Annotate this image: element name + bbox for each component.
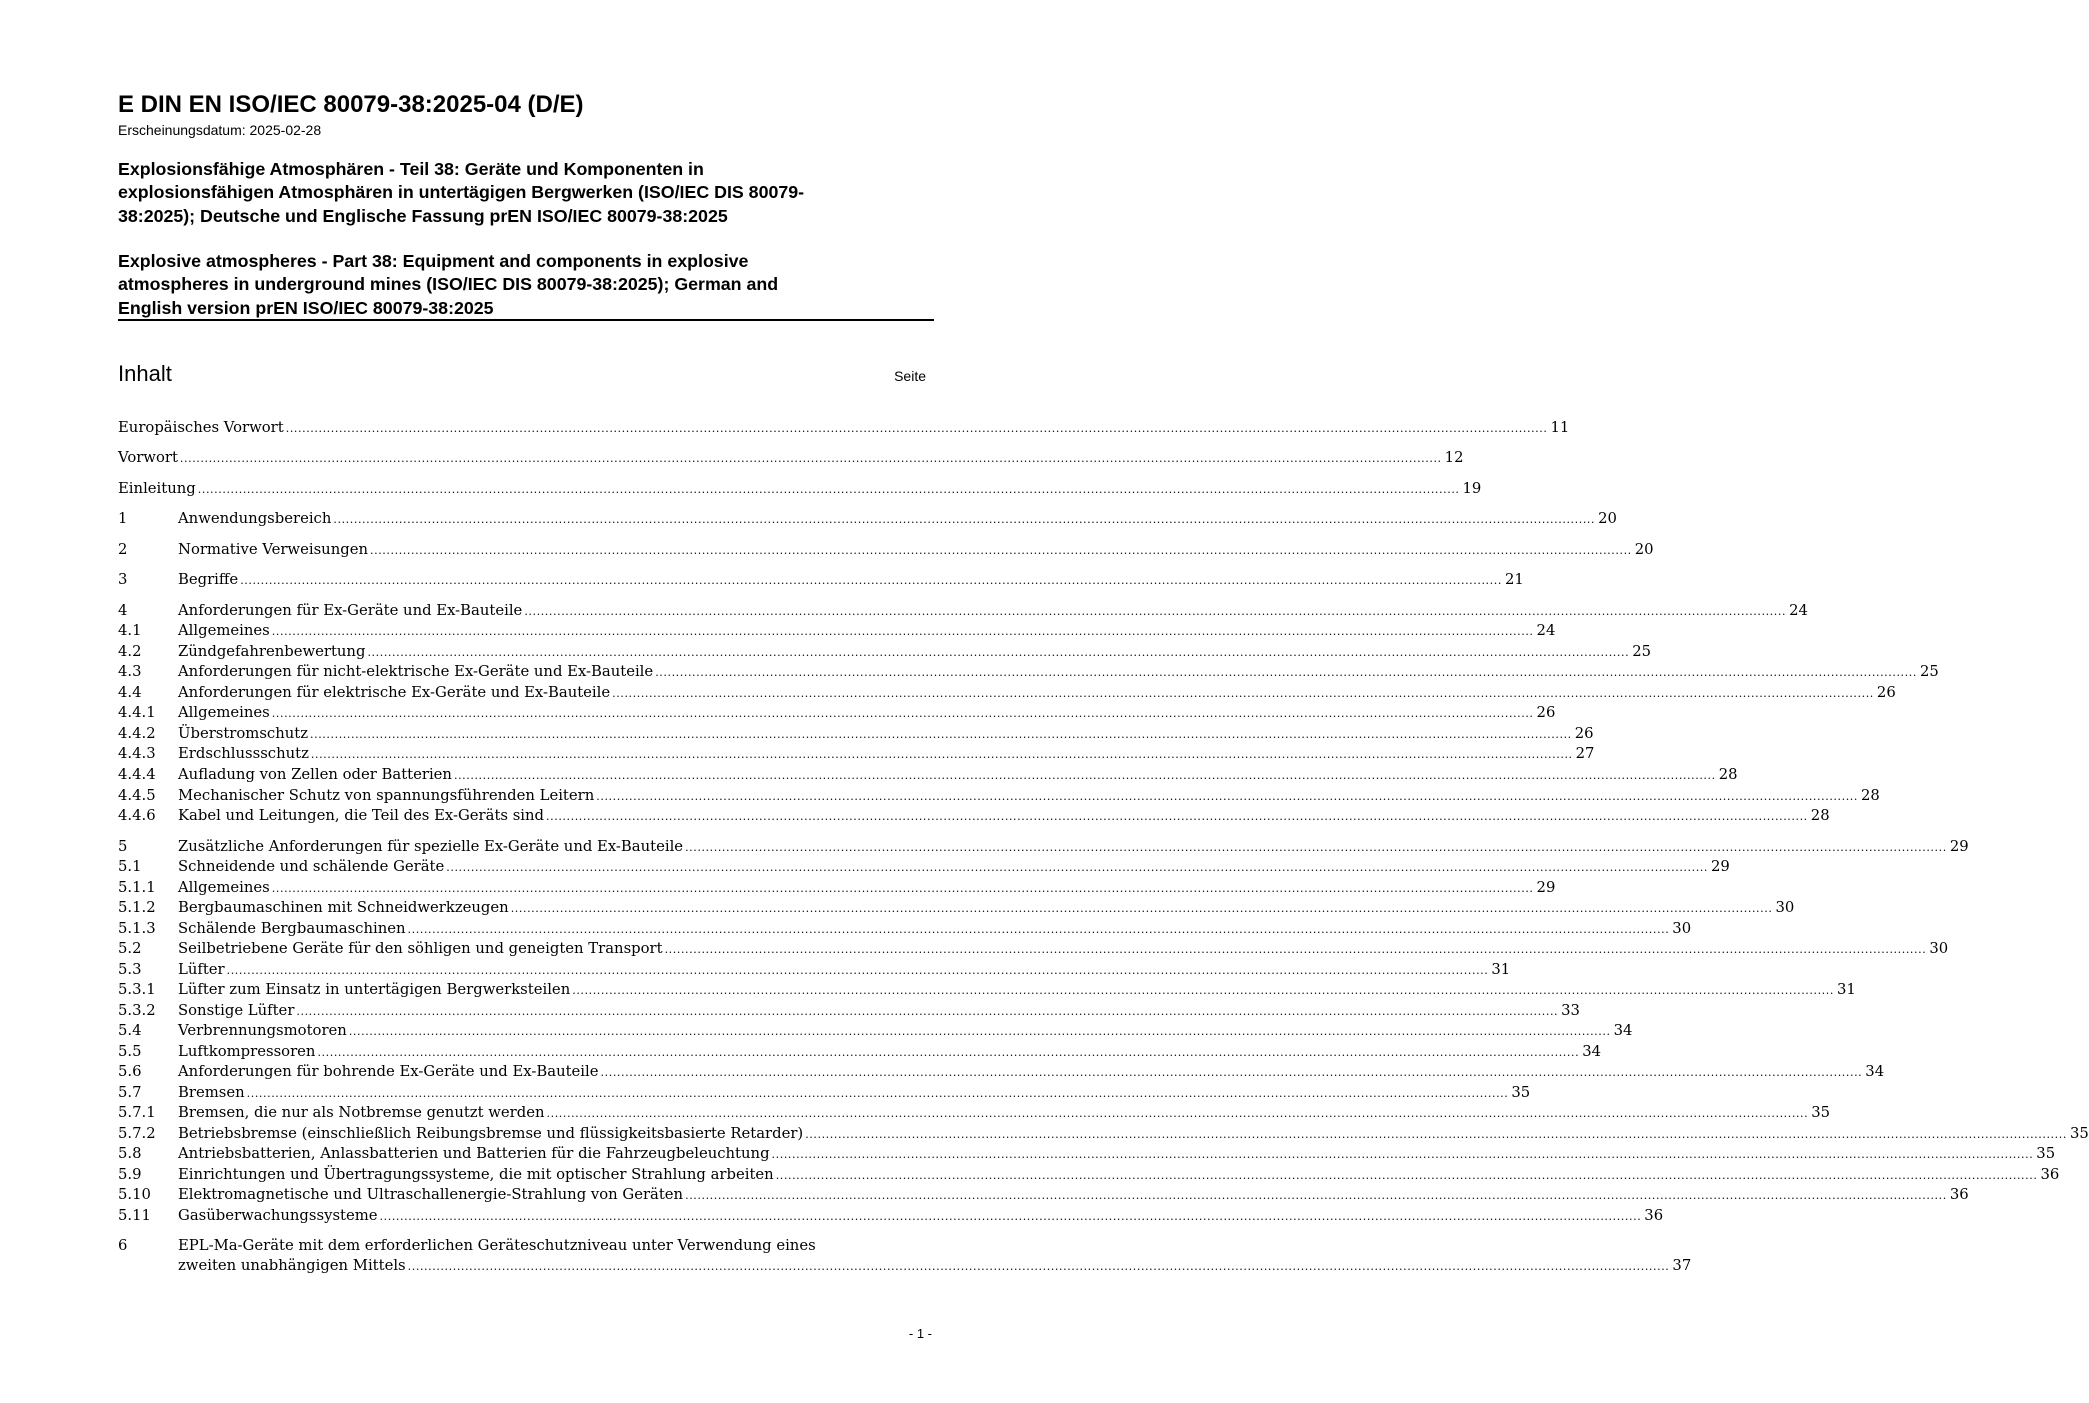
toc-entry-page: 34 <box>1582 1043 1602 1060</box>
toc-entry-number: 4.4.4 <box>118 766 156 783</box>
toc-entry-page: 29 <box>1949 838 1969 855</box>
toc-entry-page: 29 <box>1711 858 1730 875</box>
toc-entry-page: 35 <box>2069 1125 2089 1142</box>
toc-dot-leader <box>247 1083 1509 1104</box>
toc-entry[interactable] <box>118 919 1692 940</box>
toc-entry-number: 6 <box>118 1237 128 1254</box>
toc-entry-title: Schälende Bergbaumaschinen <box>178 920 406 937</box>
toc-entry[interactable] <box>118 878 1556 899</box>
toc-entry-number: 5.1 <box>118 858 142 875</box>
toc-entry-title: Zündgefahrenbewertung <box>178 643 366 660</box>
toc-dot-leader <box>317 1042 1579 1063</box>
toc-entry-title: Einrichtungen und Übertragungssysteme, die mit optischer Strahlung arbeiten <box>178 1166 774 1183</box>
toc-entry-page: 29 <box>1536 879 1556 896</box>
toc-entry-title: Bremsen <box>178 1084 245 1101</box>
toc-entry-number: 4.4.2 <box>118 725 156 742</box>
toc-dot-leader <box>446 857 1708 878</box>
title-english-line: English version prEN ISO/IEC 80079-38:2025 <box>118 297 494 318</box>
toc-entry-title: Vorwort <box>118 449 178 466</box>
toc-entry-number: 4.4.6 <box>118 807 156 824</box>
toc-entry-page: 36 <box>1949 1186 1969 1203</box>
toc-entry-title: Lüfter zum Einsatz in untertägigen Bergwerksteilen <box>178 981 571 998</box>
page-number: - 1 - <box>908 1326 932 1341</box>
toc-dot-leader <box>408 1256 1670 1277</box>
toc-entry[interactable] <box>118 806 1830 827</box>
toc-entry-title: Bergbaumaschinen mit Schneidwerkzeugen <box>178 899 509 916</box>
toc-entry-title: Anforderungen für Ex-Geräte und Ex-Bauteile <box>178 602 523 619</box>
title-english <box>118 250 938 320</box>
title-german-line: Explosionsfähige Atmosphären - Teil 38: Geräte und Komponenten in <box>118 159 704 179</box>
toc-dot-leader <box>380 1206 1642 1227</box>
toc-entry[interactable] <box>118 857 1730 878</box>
toc-dot-leader <box>776 1165 2038 1186</box>
toc-entry-number: 5.1.1 <box>118 879 156 896</box>
toc-entry[interactable] <box>118 960 1511 981</box>
toc-entry-title: Elektromagnetische und Ultraschallenergie-Strahlung von Geräten <box>178 1186 684 1203</box>
toc-entry-number: 5.9 <box>118 1166 142 1183</box>
toc-entry-page: 26 <box>1536 704 1556 721</box>
toc-entry[interactable] <box>118 1124 2089 1145</box>
toc-entry-number: 5.7.2 <box>118 1125 156 1142</box>
toc-dot-leader <box>272 621 1534 642</box>
toc-entry-title: Seilbetriebene Geräte für den söhligen und geneigten Transport <box>178 940 663 957</box>
toc-entry-title: Überstromschutz <box>178 725 309 742</box>
toc-entry-number: 4.3 <box>118 663 142 680</box>
toc-entry-page: 26 <box>1574 725 1594 742</box>
toc-entry-page: 28 <box>1861 787 1880 804</box>
toc-entry-page: 28 <box>1718 766 1738 783</box>
toc-entry[interactable] <box>118 683 1896 704</box>
toc-dot-leader <box>408 919 1670 940</box>
toc-entry[interactable] <box>118 939 1949 960</box>
toc-entry-page: 34 <box>1613 1022 1633 1039</box>
toc-entry[interactable] <box>118 744 1595 765</box>
toc-entry-number: 4.4.5 <box>118 787 156 804</box>
toc-entry-page: 19 <box>1462 480 1482 497</box>
toc-entry[interactable] <box>118 765 1738 786</box>
toc-dot-leader <box>685 837 1947 858</box>
toc-entry[interactable] <box>118 724 1594 745</box>
toc-entry-title: zweiten unabhängigen Mittels <box>178 1257 406 1274</box>
toc-entry-title: Europäisches Vorwort <box>118 419 284 436</box>
toc-entry-page: 34 <box>1865 1063 1885 1080</box>
toc-entry-number: 5.7.1 <box>118 1104 156 1121</box>
toc-dot-leader <box>198 479 1460 500</box>
toc-entry-page: 36 <box>1644 1207 1664 1224</box>
toc-dot-leader <box>367 642 1629 663</box>
toc-entry-number: 4.2 <box>118 643 142 660</box>
toc-dot-leader <box>272 878 1534 899</box>
toc-page-column-label: Seite <box>894 368 926 384</box>
toc-entry-page: 28 <box>1810 807 1830 824</box>
toc-entry-title: Sonstige Lüfter <box>178 1002 295 1019</box>
toc-dot-leader <box>685 1185 1947 1206</box>
title-german-line: explosionsfähigen Atmosphären in untertägigen Bergwerken (ISO/IEC DIS 80079- <box>118 182 805 203</box>
toc-dot-leader <box>547 1103 1809 1124</box>
toc-entry-page: 31 <box>1836 981 1856 998</box>
toc-entry-number: 5.3.1 <box>118 981 156 998</box>
toc-entry[interactable] <box>118 898 1795 919</box>
toc-entry-page: 30 <box>1775 899 1795 916</box>
toc-entry[interactable] <box>118 448 1464 469</box>
toc-dot-leader <box>370 540 1632 561</box>
toc-entry-page: 30 <box>1929 940 1949 957</box>
toc-entry-page: 33 <box>1561 1002 1580 1019</box>
toc-entry[interactable] <box>118 1236 1692 1276</box>
toc-entry-title: Normative Verweisungen <box>178 541 369 558</box>
toc-entry[interactable] <box>118 980 1856 1001</box>
toc-entry-title: Betriebsbremse (einschließlich Reibungsbremse und flüssigkeitsbasierte Retarder) <box>178 1125 804 1142</box>
toc-entry-page: 36 <box>2040 1166 2060 1183</box>
toc-entry-title: Luftkompressoren <box>178 1043 316 1060</box>
toc-entry-title: Erdschlussschutz <box>178 745 309 762</box>
document-id: E DIN EN ISO/IEC 80079-38:2025-04 (D/E) <box>118 91 584 118</box>
toc-entry-title: Mechanischer Schutz von spannungsführenden Leitern <box>178 787 595 804</box>
toc-entry-page: 35 <box>2036 1145 2056 1162</box>
toc-entry-title: Allgemeines <box>178 879 270 896</box>
toc-entry[interactable] <box>118 418 1570 439</box>
toc-dot-leader <box>333 509 1595 530</box>
toc-entry-title: Aufladung von Zellen oder Batterien <box>178 766 452 783</box>
toc-entry-title: Allgemeines <box>178 622 270 639</box>
toc-entry-page: 27 <box>1575 745 1595 762</box>
toc-entry-number: 1 <box>118 510 128 527</box>
toc-dot-leader <box>524 601 1786 622</box>
toc-entry-page: 30 <box>1672 920 1692 937</box>
toc-entry-page: 24 <box>1789 602 1808 619</box>
title-german <box>118 158 938 228</box>
toc-entry[interactable] <box>118 570 1524 591</box>
toc-entry[interactable] <box>118 601 1808 622</box>
toc-entry-page: 21 <box>1504 571 1524 588</box>
toc-entry-number: 5 <box>118 838 128 855</box>
toc-entry[interactable] <box>118 1042 1602 1063</box>
toc-entry[interactable] <box>118 1021 1633 1042</box>
toc-entry[interactable] <box>118 1001 1580 1022</box>
toc-dot-leader <box>546 806 1808 827</box>
toc-entry-number: 5.5 <box>118 1043 142 1060</box>
toc-entry-page: 11 <box>1550 419 1570 436</box>
toc-entry[interactable] <box>118 1185 1969 1206</box>
toc-entry[interactable] <box>118 1144 2056 1165</box>
toc-dot-leader <box>601 1062 1863 1083</box>
title-german-line: 38:2025); Deutsche und Englische Fassung prEN ISO/IEC 80079-38:2025 <box>118 205 728 226</box>
toc-entry-number: 5.2 <box>118 940 142 957</box>
toc-dot-leader <box>665 939 1927 960</box>
toc-entry-page: 25 <box>1919 663 1939 680</box>
toc-entry[interactable] <box>118 786 1880 807</box>
toc-entry-page: 20 <box>1598 510 1617 527</box>
toc-entry[interactable] <box>118 479 1482 500</box>
toc-entry-title: Kabel und Leitungen, die Teil des Ex-Geräts sind <box>178 807 545 824</box>
toc-entry-title: Zusätzliche Anforderungen für spezielle Ex-Geräte und Ex-Bauteile <box>178 838 684 855</box>
toc-dot-leader <box>772 1144 2034 1165</box>
toc-entry-title: Begriffe <box>178 571 239 588</box>
toc-dot-leader <box>612 683 1874 704</box>
toc-entry-title: Verbrennungsmotoren <box>178 1022 347 1039</box>
toc-entry-page: 35 <box>1811 1104 1831 1121</box>
toc-entry-number: 5.3.2 <box>118 1002 156 1019</box>
toc-entry-title: Antriebsbatterien, Anlassbatterien und Batterien für die Fahrzeugbeleuchtung <box>178 1145 770 1162</box>
toc-entry-title: Anwendungsbereich <box>178 510 332 527</box>
toc-entry[interactable] <box>118 1206 1664 1227</box>
toc-dot-leader <box>805 1124 2067 1145</box>
toc-entry-page: 31 <box>1491 961 1511 978</box>
toc-entry[interactable] <box>118 1103 1831 1124</box>
toc-entry-title: Anforderungen für elektrische Ex-Geräte und Ex-Bauteile <box>178 684 611 701</box>
toc-entry-title: Allgemeines <box>178 704 270 721</box>
toc-entry[interactable] <box>118 837 1969 858</box>
toc-entry-page: 12 <box>1444 449 1464 466</box>
toc-entry-number: 5.3 <box>118 961 142 978</box>
toc-entry-title: EPL-Ma-Geräte mit dem erforderlichen Geräteschutzniveau unter Verwendung eines <box>178 1237 816 1254</box>
toc-heading: Inhalt <box>118 361 172 386</box>
toc-entry-title: Gasüberwachungssysteme <box>178 1207 378 1224</box>
toc-entry[interactable] <box>118 1165 2060 1186</box>
toc-entry-page: 35 <box>1511 1084 1531 1101</box>
toc-entry-page: 37 <box>1672 1257 1692 1274</box>
title-divider <box>118 319 934 321</box>
toc-entry-number: 5.10 <box>118 1186 151 1203</box>
toc-dot-leader <box>286 418 1548 439</box>
toc-entry[interactable] <box>118 1062 1885 1083</box>
toc-entry-number: 4.1 <box>118 622 142 639</box>
toc-entry-number: 5.7 <box>118 1084 142 1101</box>
toc-entry[interactable] <box>118 703 1556 724</box>
toc-entry-title: Schneidende und schälende Geräte <box>178 858 445 875</box>
toc-dot-leader <box>511 898 1773 919</box>
toc-entry-page: 25 <box>1632 643 1652 660</box>
toc-entry-number: 5.8 <box>118 1145 142 1162</box>
toc-entry[interactable] <box>118 509 1617 530</box>
toc-entry-number: 5.1.2 <box>118 899 156 916</box>
toc-entry-number: 5.4 <box>118 1022 142 1039</box>
toc-entry-page: 26 <box>1876 684 1896 701</box>
toc-entry-page: 20 <box>1634 541 1654 558</box>
toc-entry-number: 3 <box>118 571 128 588</box>
toc-dot-leader <box>310 724 1572 745</box>
toc-dot-leader <box>227 960 1489 981</box>
toc-entry[interactable] <box>118 1083 1531 1104</box>
toc-entry-title: Lüfter <box>178 961 225 978</box>
toc-entry-number: 4 <box>118 602 128 619</box>
toc-entry-title: Anforderungen für bohrende Ex-Geräte und Ex-Bauteile <box>178 1063 599 1080</box>
toc-dot-leader <box>240 570 1502 591</box>
toc-dot-leader <box>596 786 1858 807</box>
toc-dot-leader <box>572 980 1834 1001</box>
toc-dot-leader <box>296 1001 1558 1022</box>
toc-dot-leader <box>272 703 1534 724</box>
toc-entry-title: Anforderungen für nicht-elektrische Ex-Geräte und Ex-Bauteile <box>178 663 654 680</box>
toc-entry-title: Einleitung <box>118 480 196 497</box>
toc-entry-number: 5.1.3 <box>118 920 156 937</box>
title-english-line: Explosive atmospheres - Part 38: Equipment and components in explosive <box>118 251 749 271</box>
toc-entry-number: 5.11 <box>118 1207 151 1224</box>
title-english-line: atmospheres in underground mines (ISO/IEC DIS 80079-38:2025); German and <box>118 274 779 295</box>
toc-dot-leader <box>454 765 1716 786</box>
toc-entry-number: 4.4 <box>118 684 142 701</box>
toc-entry-page: 24 <box>1536 622 1556 639</box>
toc-entry-number: 4.4.3 <box>118 745 156 762</box>
toc-dot-leader <box>311 744 1573 765</box>
toc-entry-title: Bremsen, die nur als Notbremse genutzt werden <box>178 1104 545 1121</box>
toc-entry[interactable] <box>118 662 1939 683</box>
toc-entry[interactable] <box>118 621 1556 642</box>
toc-entry[interactable] <box>118 540 1654 561</box>
toc-dot-leader <box>655 662 1917 683</box>
toc-dot-leader <box>180 448 1442 469</box>
toc-entry[interactable] <box>118 642 1652 663</box>
toc-dot-leader <box>349 1021 1611 1042</box>
toc-entry-number: 4.4.1 <box>118 704 156 721</box>
toc-entry-number: 2 <box>118 541 128 558</box>
toc-entry-number: 5.6 <box>118 1063 142 1080</box>
publication-date: Erscheinungsdatum: 2025-02-28 <box>118 122 322 138</box>
